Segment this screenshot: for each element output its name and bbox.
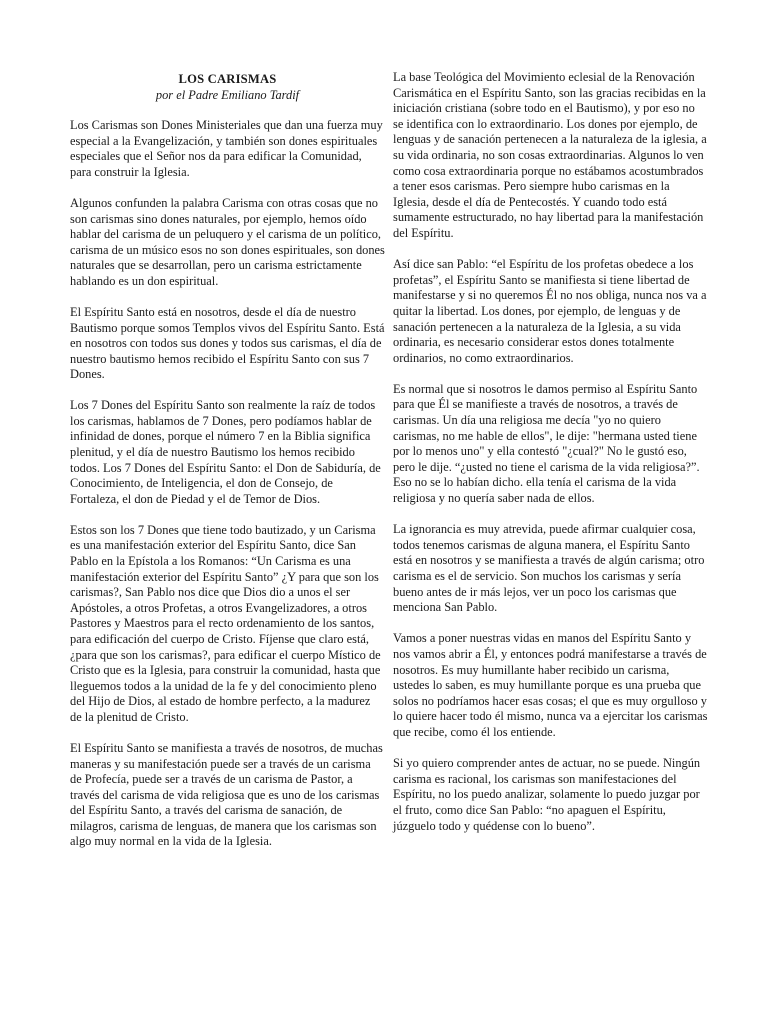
paragraph: La ignorancia es muy atrevida, puede afirmar cualquier cosa, todos tenemos carismas de alguna manera, el Espíritu Santo está en nosotros y se manifiesta a través de algún carisma; otro carisma es el de servicio. Son muchos los carismas y sería bueno antes de ir más lejos, ver un poco los carismas que menciona San Pablo.	[393, 522, 705, 615]
paragraph: La base Teológica del Movimiento eclesial de la Renovación Carismática en el Espíritu Santo, son las gracias recibidas en la iniciación cristiana (sobre todo en el Bautismo), y por eso no se identifica con lo extraordinario. Los dones por ejemplo, de lenguas y de sanación pertenecen a la naturaleza de la iglesia, a su vida ordinaria, no son cosas extraordinarias. Algunos lo ven como cosa extraordinaria porque no estábamos acostumbrados a tener esos carismas. Pero siempre hubo carismas en la Iglesia, desde el día de Pentecostés. Y cuando todo está sumamente estructurado, no hay libertad para la manifestación del Espíritu.	[393, 70, 707, 240]
paragraph: Los Carismas son Dones Ministeriales que dan una fuerza muy especial a la Evangelización, y también son dones espirituales especiales que el Señor nos da para edificar la Comunidad, para construir la Iglesia.	[70, 118, 383, 179]
right-column	[393, 70, 708, 850]
paragraph: El Espíritu Santo se manifiesta a través de nosotros, de muchas maneras y su manifestación puede ser a través de un carisma de Profecía, puede ser a través de un carisma de Pastor, a través del carisma de vida religiosa que es uno de los carismas del Espíritu Santo, a través del carisma de sanación, de milagros, carisma de lenguas, de manera que los carismas son algo muy normal en la vida de la Iglesia.	[70, 740, 383, 849]
paragraph: Estos son los 7 Dones que tiene todo bautizado, y un Carisma es una manifestación exterior del Espíritu Santo, dice San Pablo en la Epístola a los Romanos: “Un Carisma es una manifestación exterior del Espíritu Santo” ¿Y para que son los carismas?, San Pablo nos dice que Dios dio a unos el ser Apóstoles, a otros Profetas, a otros Evangelizadores, a otros Pastores y Maestros para el recto ordenamiento de los santos, para edificación del cuerpo de Cristo. Fíjense que claro está, ¿para que son los carismas?, para edificar el cuerpo Místico de Cristo que es la Iglesia, para construir la comunidad, hasta que lleguemos todos a la unidad de la fe y del conocimiento pleno del Hijo de Dios, al estado de hombre perfecto, a la madurez de la plenitud de Cristo.	[70, 522, 381, 724]
left-column	[70, 70, 385, 865]
paragraph: El Espíritu Santo está en nosotros, desde el día de nuestro Bautismo porque somos Templos vivos del Espíritu Santo. Está en nosotros con todos sus dones y todos sus carismas, el día de nuestro bautismo hemos recibido el Espíritu Santo con sus 7 Dones.	[70, 304, 385, 382]
paragraph: Si yo quiero comprender antes de actuar, no se puede. Ningún carisma es racional, los carismas son manifestaciones del Espíritu, no los puedo analizar, solamente lo puedo juzgar por el fruto, como dice San Pablo: “no apaguen el Espíritu, júzguelo todo y quédense con lo bueno”.	[393, 756, 701, 833]
paragraph: Algunos confunden la palabra Carisma con otras cosas que no son carismas sino dones naturales, por ejemplo, hemos oído hablar del carisma de un peluquero y el carisma de un político, carisma de un músico esos no son dones espirituales, son dones naturales que se desarrollan, pero un carisma estrictamente hablando es un don espiritual.	[70, 195, 385, 288]
paragraph: Es normal que si nosotros le damos permiso al Espíritu Santo para que Él se manifieste a través de nosotros, a través de carismas. Un día una religiosa me decía "yo no quiero carismas, no me hable de ellos", le dije: "hermana usted tiene por lo menos uno" y ella contestó "¿cual?" No le gustó eso, pero le dije. “¿usted no tiene el carisma de la vida religiosa?”. Eso no se lo habían dicho. ella tenía el carisma de la vida religiosa y no quería saber nada de ellos.	[393, 381, 700, 506]
document-subtitle: por el Padre Emiliano Tardif	[155, 87, 300, 102]
document-title: LOS CARISMAS	[178, 72, 277, 86]
paragraph: Los 7 Dones del Espíritu Santo son realmente la raíz de todos los carismas, hablamos de 7 Dones, pero podíamos hablar de infinidad de dones, porque el número 7 en la Biblia significa plenitud, y el día de nuestro Bautismo los hemos recibido todos. Los 7 Dones del Espíritu Santo: el Don de Sabiduría, de Conocimiento, de Inteligencia, el don de Consejo, de Fortaleza, el don de Piedad y el de Temor de Dios.	[70, 398, 381, 506]
paragraph: Así dice san Pablo: “el Espíritu de los profetas obedece a los profetas”, el Espíritu Santo se manifiesta si tiene libertad de manifestarse y si no queremos Él no nos obliga, nunca nos va a quitar la libertad. Los dones, por ejemplo, de lenguas y de sanación pertenecen a la naturaleza de la Iglesia, a su vida ordinaria, es necesario considerar estos dones totalmente ordinarios, no como extraordinarios.	[393, 257, 707, 365]
paragraph: Vamos a poner nuestras vidas en manos del Espíritu Santo y nos vamos abrir a Él, y entonces podrá manifestarse a través de nosotros. Es muy humillante haber recibido un carisma, ustedes lo saben, es muy humillante porque es una prueba que solos no podríamos hacer esas cosas; el que es muy orgulloso y lo quiere hacer todo él mismo, nunca va a ejercitar los carismas que recibe, como él los entiende.	[393, 631, 708, 739]
